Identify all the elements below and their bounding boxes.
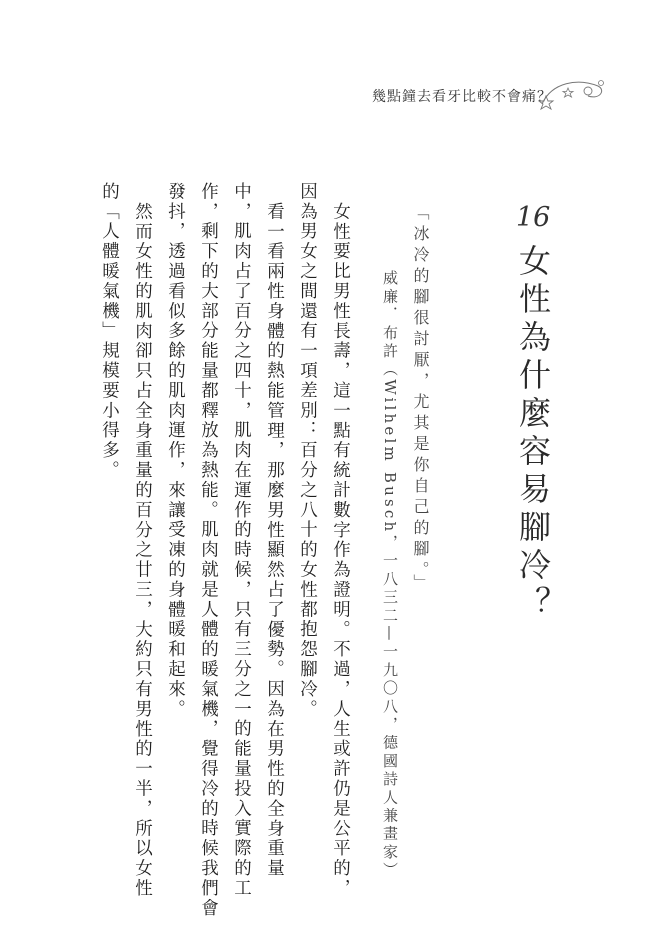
body-line-4: 中，肌肉占了百分之四十，肌肉在運作的時候，只有三分之一的能量投入實際的工 (231, 182, 252, 899)
body-line-6: 發抖，透過看似多餘的肌肉運作，來讓受凍的身體暖和起來。 (165, 182, 186, 720)
stars-swirl-icon (538, 74, 608, 114)
chapter-title: 女性為什麼容易腳冷？ (514, 244, 552, 624)
body-line-8: 的「人體暖氣機」規模要小得多。 (99, 182, 120, 481)
body-line-5: 作，剩下的大部分能量都釋放為熱能。肌肉就是人體的暖氣機，覺得冷的時候我們會 (198, 182, 219, 919)
body-line-7: 然而女性的肌肉卻只占全身重量的百分之廿三，大約只有男性的一半，所以女性 (132, 202, 153, 899)
chapter-number: 16 (516, 202, 551, 233)
running-header: 幾點鐘去看牙比較不會痛？ (372, 89, 552, 105)
body-line-3: 看一看兩性身體的熱能管理，那麼男性顯然占了優勢。因為在男性的全身重量 (264, 202, 285, 879)
body-line-2: 因為男女之間還有一項差別：百分之八十的女性都抱怨腳冷。 (297, 182, 318, 720)
body-line-1: 女性要比男性長壽，這一點有統計數字作為證明。不過，人生或許仍是公平的， (330, 202, 351, 899)
epigraph-quote: 「冰冷的腳很討厭，尤其是你自己的腳。」 (411, 204, 430, 595)
epigraph-attribution: 威廉．布許（Wilhelm Busch，一八三二—一九〇八，德國詩人兼畫家） (381, 270, 399, 881)
